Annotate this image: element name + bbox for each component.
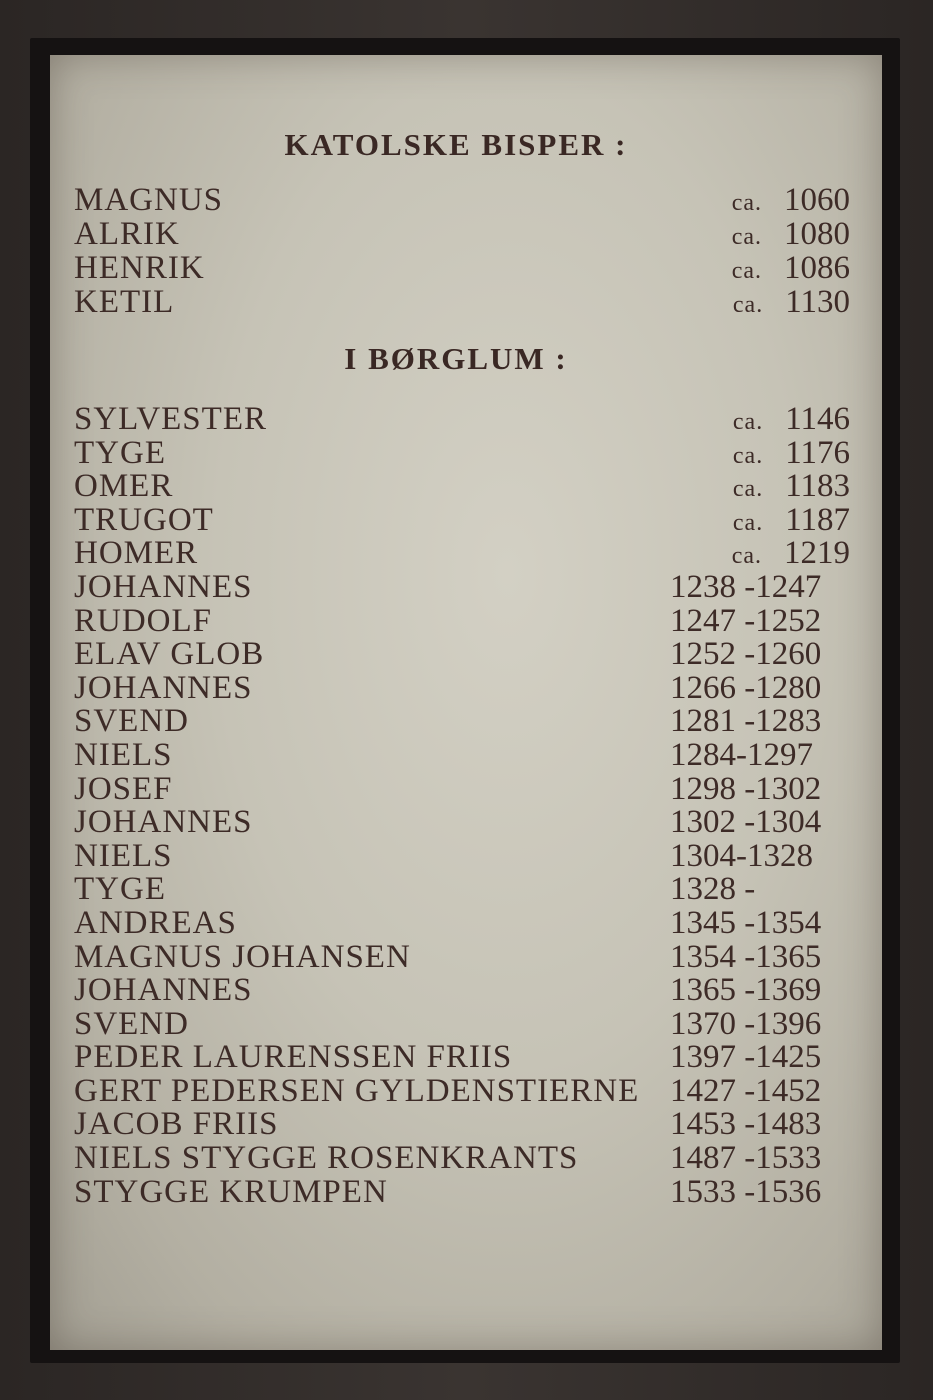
bishop-name: RUDOLF <box>74 602 213 639</box>
bishop-name: NIELS <box>74 736 173 773</box>
bishop-name: KETIL <box>74 284 175 320</box>
bishop-name: JOHANNES <box>74 972 253 1009</box>
year: 1060 <box>784 182 850 218</box>
list-item <box>74 537 850 571</box>
bishop-date: 1453 -1483 <box>670 1106 822 1143</box>
bishop-name: TYGE <box>74 434 166 471</box>
list-item <box>74 770 850 807</box>
bishop-name: TRUGOT <box>74 501 214 538</box>
bishop-name: JOHANNES <box>74 804 253 841</box>
bishop-name: SVEND <box>74 703 190 740</box>
list-item <box>74 1142 850 1176</box>
bishop-date: 1354 -1365 <box>670 938 822 975</box>
year: 1176 <box>785 434 850 471</box>
list-item <box>74 1041 850 1075</box>
bishop-date: 1328 - <box>670 871 756 908</box>
borglum-bishops-list <box>74 403 850 1209</box>
circa-label: ca. <box>731 543 762 570</box>
circa-label: ca. <box>732 292 764 318</box>
bishop-name: JACOB FRIIS <box>74 1106 279 1143</box>
early-bishops-list <box>74 183 850 319</box>
bishop-name: NIELS <box>74 837 173 874</box>
bishop-name: JOHANNES <box>74 568 253 605</box>
list-item <box>74 736 850 773</box>
year: 1183 <box>785 468 850 505</box>
circa-label: ca. <box>732 442 764 469</box>
list-item <box>74 837 850 874</box>
list-item <box>74 183 850 217</box>
year: 1146 <box>785 401 850 437</box>
bishop-name: HOMER <box>74 535 199 572</box>
bishop-date <box>732 217 850 254</box>
list-item <box>74 501 850 538</box>
year: 1086 <box>784 250 850 286</box>
year: 1130 <box>785 284 850 320</box>
bishop-date: 1370 -1396 <box>670 1005 822 1042</box>
list-item <box>74 1005 850 1042</box>
bishop-name: MAGNUS JOHANSEN <box>74 938 411 975</box>
bishop-name: ALRIK <box>74 216 180 252</box>
list-item <box>74 806 850 840</box>
bishop-date: 1238 -1247 <box>670 568 822 605</box>
bishop-name: HENRIK <box>74 250 205 286</box>
bishops-plaque <box>50 55 882 1350</box>
list-item <box>74 568 850 605</box>
bishop-date: 1252 -1260 <box>670 636 822 673</box>
bishop-date <box>732 183 850 220</box>
list-item <box>74 434 850 471</box>
bishop-date: 1281 -1283 <box>670 703 822 740</box>
list-item <box>74 974 850 1008</box>
bishop-name: TYGE <box>74 871 166 908</box>
list-item <box>74 470 850 504</box>
list-item <box>74 251 850 285</box>
bishop-date: 1266 -1280 <box>670 669 822 706</box>
heading-catholic-bishops: KATOLSKE BISPER : <box>284 127 628 162</box>
circa-label: ca. <box>732 409 764 435</box>
bishop-name: STYGGE KRUMPEN <box>74 1173 388 1210</box>
list-item <box>74 285 850 319</box>
bishop-name: MAGNUS <box>74 182 224 218</box>
bishop-date: 1302 -1304 <box>670 804 822 841</box>
bishop-date: 1397 -1425 <box>670 1039 822 1076</box>
circa-label: ca. <box>731 224 762 250</box>
bishop-name: JOHANNES <box>74 669 253 706</box>
bishop-date: 1304-1328 <box>670 837 813 874</box>
circa-label: ca. <box>731 190 762 216</box>
bishop-date <box>733 285 850 322</box>
bishop-name: ANDREAS <box>74 904 237 941</box>
bishop-date: 1298 -1302 <box>670 770 822 807</box>
bishop-name: PEDER LAURENSSEN FRIIS <box>74 1039 513 1076</box>
list-item <box>74 705 850 739</box>
bishop-date: 1284-1297 <box>670 736 813 773</box>
list-item <box>74 403 850 437</box>
bishop-date: 1487 -1533 <box>670 1140 822 1177</box>
bishop-date: 1427 -1452 <box>670 1072 822 1109</box>
list-item <box>74 602 850 639</box>
bishop-name: SYLVESTER <box>74 401 267 437</box>
heading-borglum: I BØRGLUM : <box>344 341 568 376</box>
year: 1219 <box>784 535 850 572</box>
list-item <box>74 1108 850 1142</box>
list-item <box>74 904 850 941</box>
bishop-date: 1247 -1252 <box>670 602 822 639</box>
bishop-name: ELAV GLOB <box>74 636 265 673</box>
circa-label: ca. <box>731 258 762 284</box>
year: 1187 <box>785 501 850 538</box>
circa-label: ca. <box>732 476 764 503</box>
bishop-date: 1345 -1354 <box>670 904 822 941</box>
list-item <box>74 1072 850 1109</box>
bishop-date <box>732 251 850 288</box>
bishop-date: 1365 -1369 <box>670 972 822 1009</box>
list-item <box>74 217 850 251</box>
list-item <box>74 873 850 907</box>
circa-label: ca. <box>732 509 764 536</box>
list-item <box>74 938 850 975</box>
list-item <box>74 638 850 672</box>
list-item <box>74 1173 850 1210</box>
bishop-name: JOSEF <box>74 770 173 807</box>
bishop-name: OMER <box>74 468 174 505</box>
list-item <box>74 669 850 706</box>
bishop-name: GERT PEDERSEN GYLDENSTIERNE <box>74 1072 640 1109</box>
bishop-name: SVEND <box>74 1005 190 1042</box>
year: 1080 <box>784 216 850 252</box>
bishop-date: 1533 -1536 <box>670 1173 822 1210</box>
bishop-name: NIELS STYGGE ROSENKRANTS <box>74 1140 579 1177</box>
